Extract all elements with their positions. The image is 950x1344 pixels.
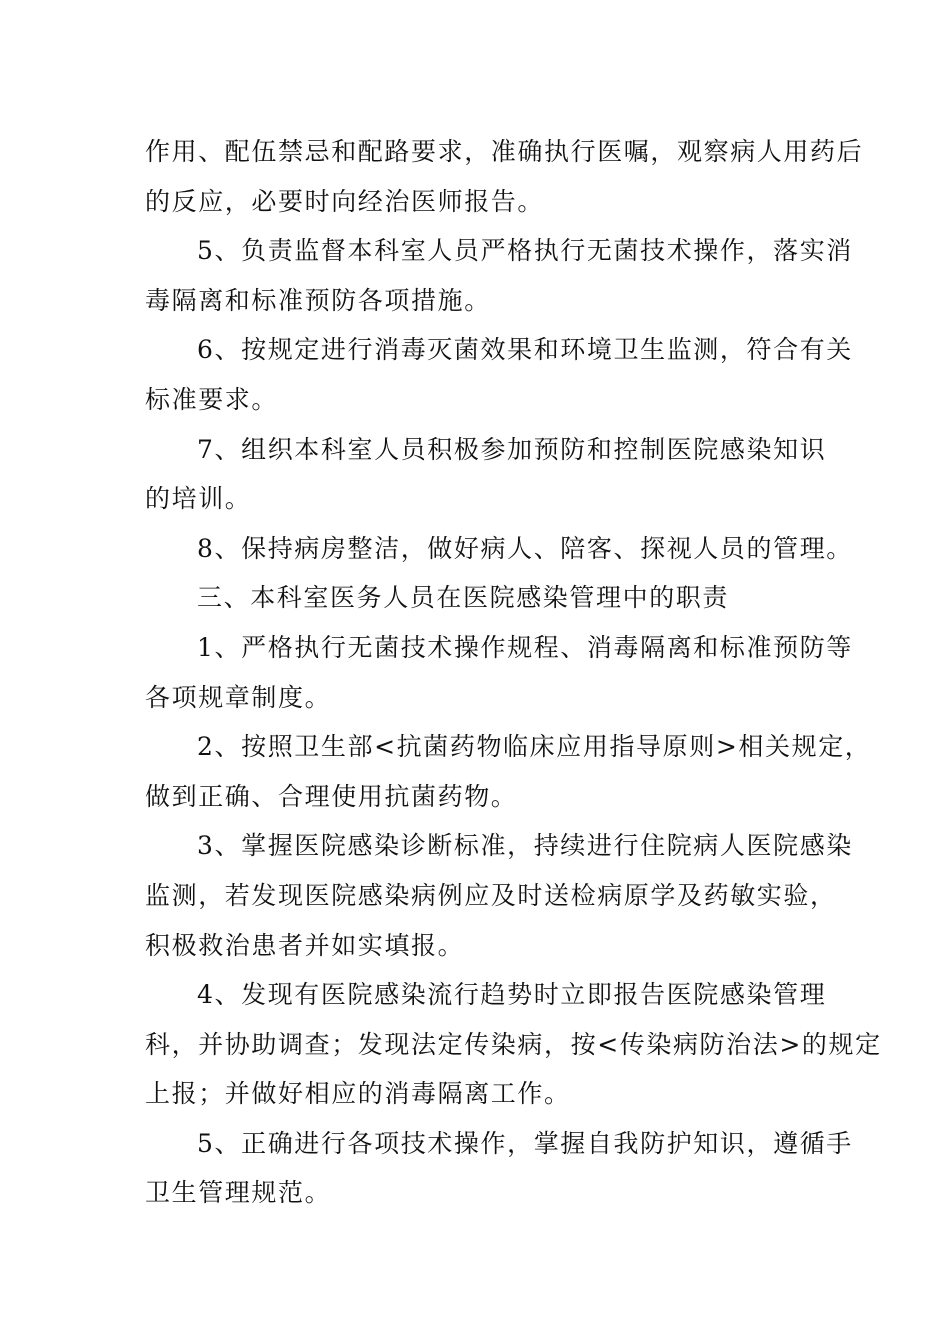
text-line: 8、保持病房整洁，做好病人、陪客、探视人员的管理。: [197, 533, 853, 563]
text-line: 的反应，必要时向经治医师报告。: [145, 186, 545, 216]
text-line: 作用、配伍禁忌和配路要求，准确执行医嘱，观察病人用药后: [145, 137, 864, 166]
text-line: 做到正确、合理使用抗菌药物。: [145, 781, 518, 811]
text-line: 6、按规定进行消毒灭菌效果和环境卫生监测，符合有关: [197, 335, 853, 365]
text-line: 标准要求。: [145, 384, 279, 414]
text-line: 7、组织本科室人员积极参加预防和控制医院感染知识: [197, 434, 827, 464]
text-line: 毒隔离和标准预防各项措施。: [145, 285, 491, 315]
text-line: 积极救治患者并如实填报。: [145, 930, 465, 960]
text-line: 5、负责监督本科室人员严格执行无菌技术操作，落实消: [197, 236, 853, 266]
document-body: [145, 127, 882, 1218]
text-line: 的培训。: [145, 484, 252, 514]
text-line: 1、严格执行无菌技术操作规程、消毒隔离和标准预防等: [197, 632, 853, 662]
text-line: 5、正确进行各项技术操作，掌握自我防护知识，遵循手: [197, 1128, 853, 1158]
text-line: 2、按照卫生部<抗菌药物临床应用指导原则>相关规定，: [197, 732, 872, 762]
text-line: 科，并协助调查；发现法定传染病，按<传染病防治法>的规定: [145, 1029, 882, 1059]
text-line: 3、掌握医院感染诊断标准，持续进行住院病人医院感染: [197, 831, 853, 861]
text-line: 三、本科室医务人员在医院感染管理中的职责: [197, 583, 730, 613]
text-line: 上报；并做好相应的消毒隔离工作。: [145, 1079, 571, 1109]
text-line: 4、发现有医院感染流行趋势时立即报告医院感染管理: [197, 980, 827, 1010]
text-line: 监测，若发现医院感染病例应及时送检病原学及药敏实验，: [145, 880, 837, 910]
text-line: 各项规章制度。: [145, 682, 332, 712]
text-line: 卫生管理规范。: [145, 1178, 332, 1208]
